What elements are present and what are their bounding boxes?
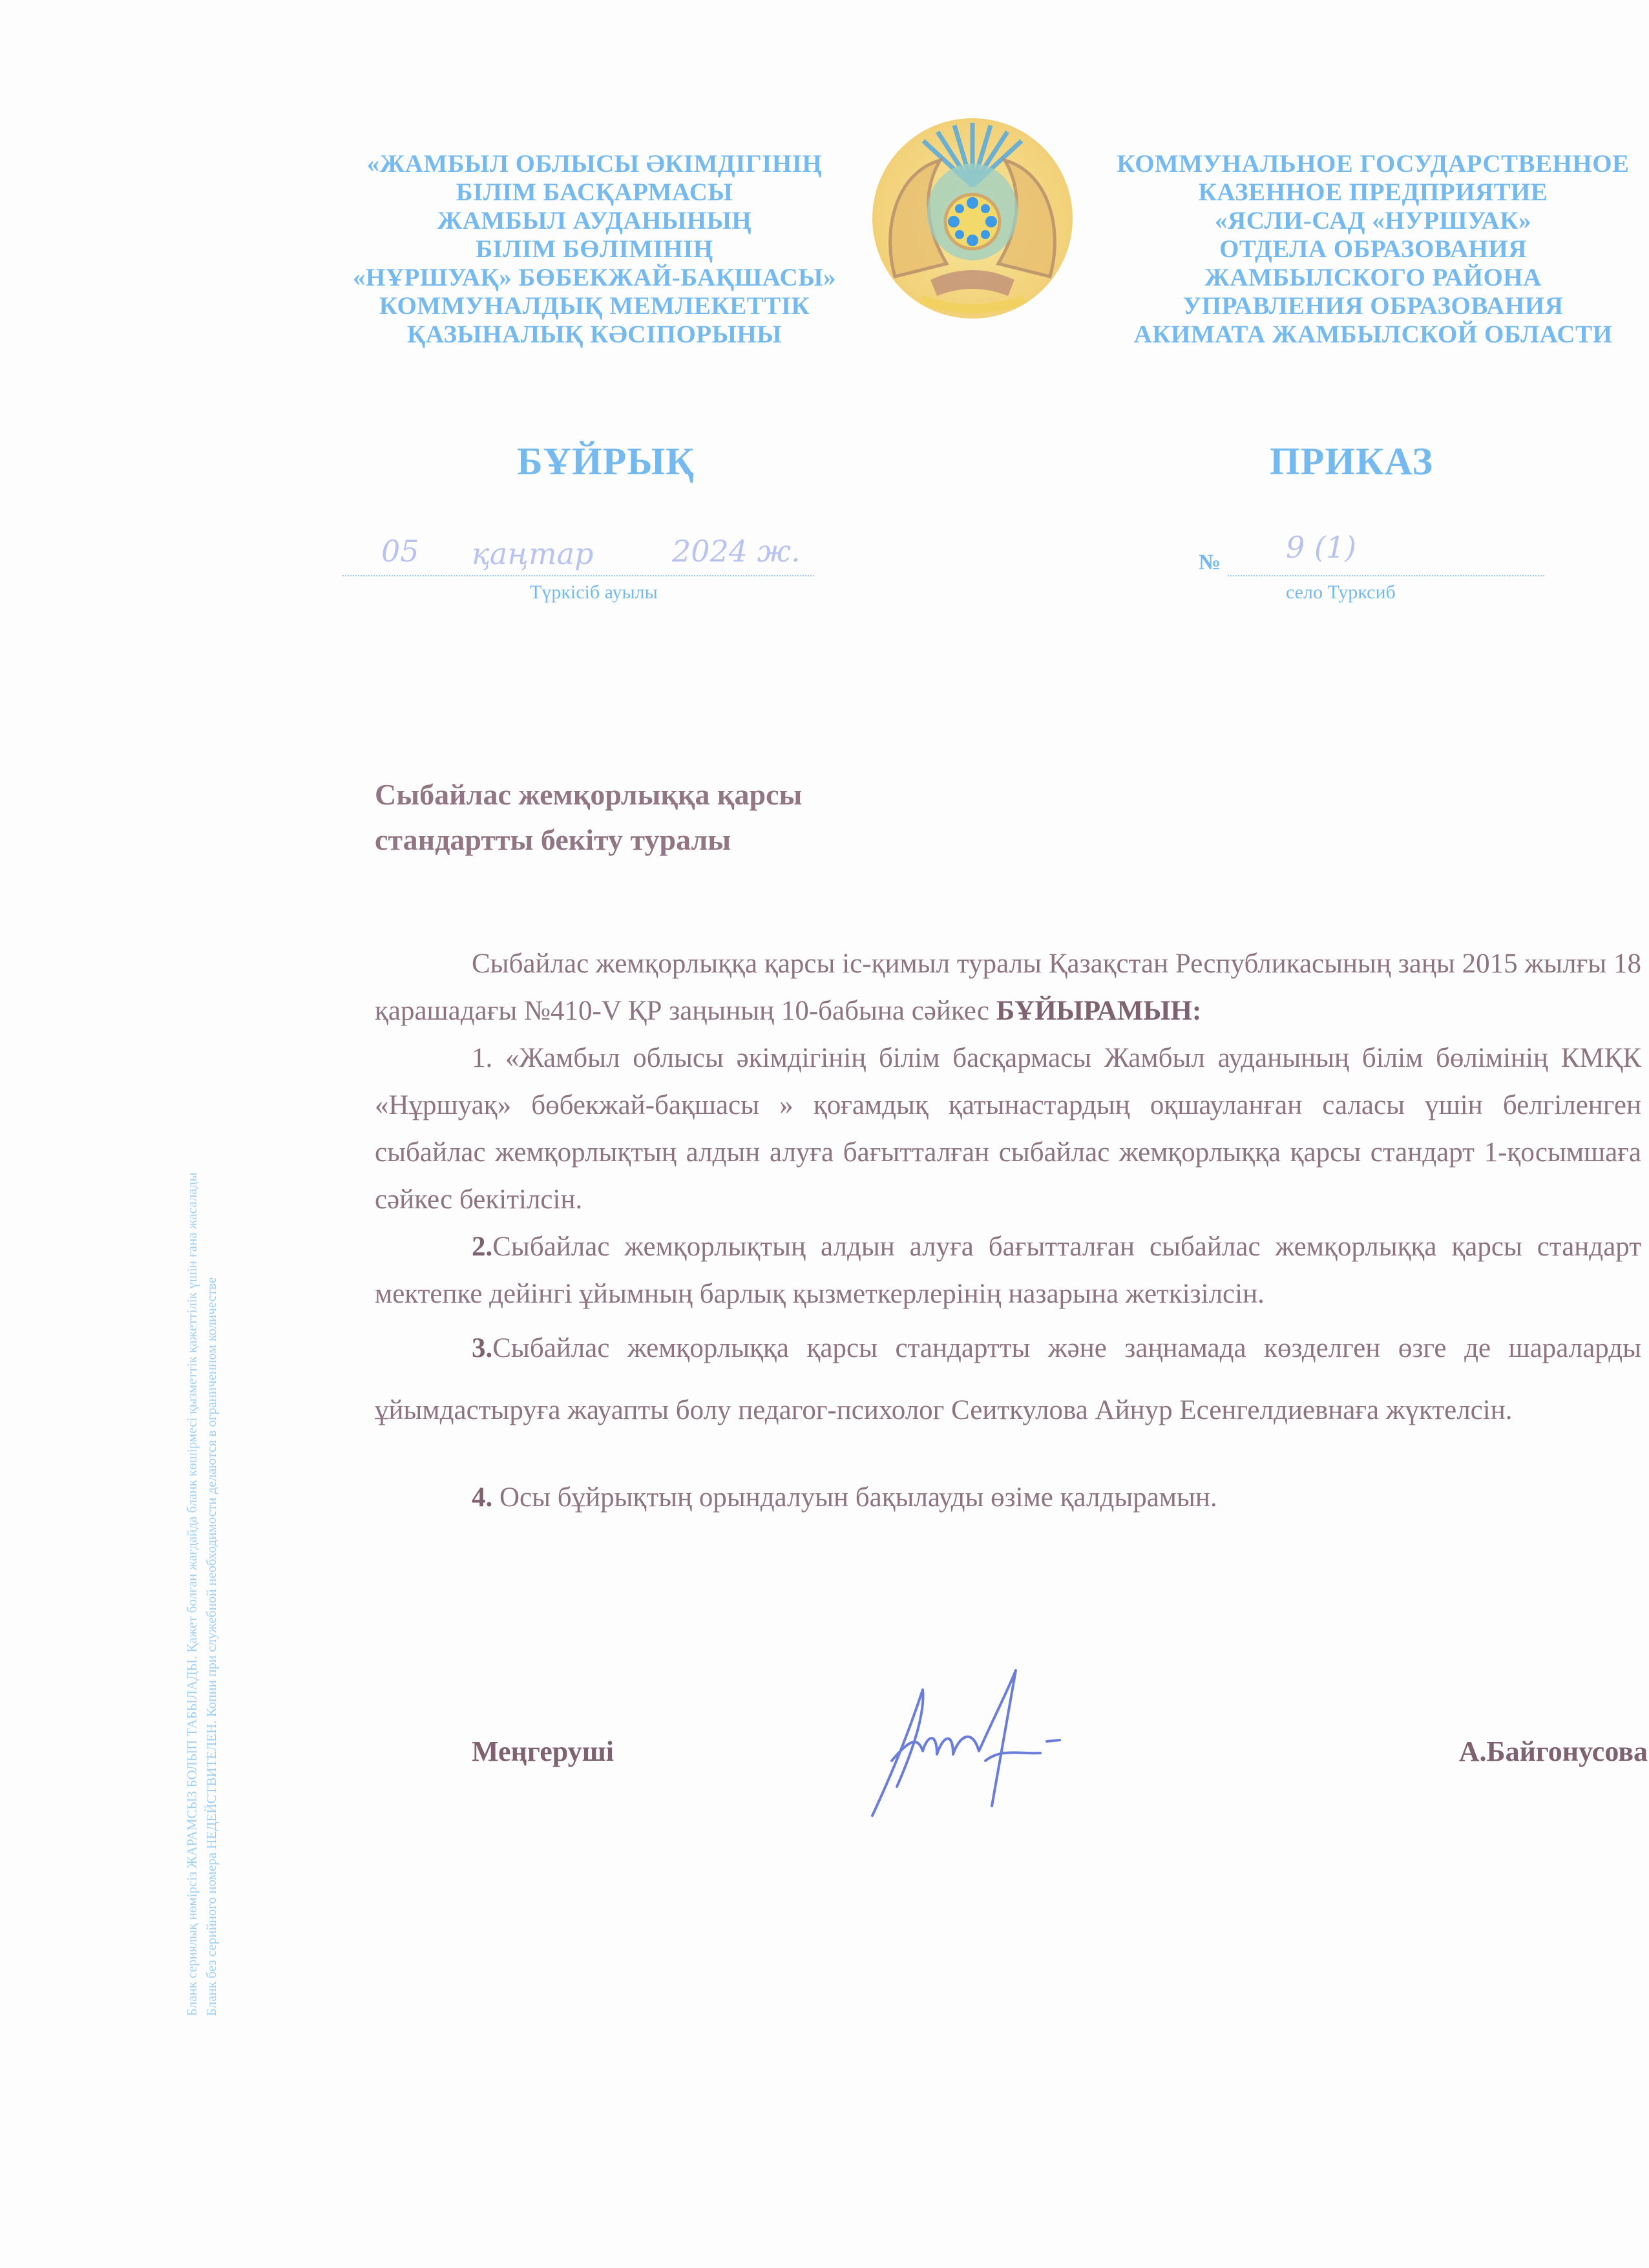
signatory-name: А.Байгонусова <box>1458 1736 1648 1767</box>
order-item <box>375 1034 1641 1223</box>
document-type-russian: ПРИКАЗ <box>1270 440 1434 483</box>
date-day: 05 <box>381 534 419 569</box>
letterhead-russian <box>1098 150 1648 349</box>
document-type-kazakh: БҰЙРЫҚ <box>517 440 695 483</box>
document-title <box>375 772 802 863</box>
order-item <box>375 1474 1641 1521</box>
item-number: 4. <box>472 1482 493 1513</box>
date-month: қаңтар <box>472 536 594 571</box>
letterhead-line: БІЛІМ БӨЛІМІНІҢ <box>476 235 713 263</box>
signature-block <box>472 1722 1648 1800</box>
letterhead-line: ЖАМБЫЛ АУДАНЫНЫҢ <box>437 207 752 235</box>
letterhead-line: БІЛІМ БАСҚАРМАСЫ <box>456 178 733 206</box>
title-line: Сыбайлас жемқорлыққа қарсы <box>375 778 803 811</box>
margin-note-line: Бланк сериялық нөмірсіз ЖАРАМСЫЗ БОЛЫП ТАБЫЛАДЫ. Қажет болған жағдайда бланк көшірмесі қызметтік қажеттілік үшін ғана жасалады <box>184 1172 200 2016</box>
letterhead-line: КОММУНАЛДЫҚ МЕМЛЕКЕТТІК <box>379 292 810 320</box>
title-line: стандартты бекіту туралы <box>375 823 731 856</box>
letterhead-line: «ЯСЛИ-САД «НУРШУАК» <box>1215 207 1531 235</box>
letterhead-kazakh <box>304 150 885 349</box>
order-number: 9 (1) <box>1286 530 1357 565</box>
letterhead-line: ЖАМБЫЛСКОГО РАЙОНА <box>1204 264 1542 291</box>
document-body <box>375 940 1641 1521</box>
order-item <box>375 1223 1641 1318</box>
item-text: «Жамбыл облысы әкімдігінің білім басқармасы Жамбыл ауданының білім бөлімінің КМҚК «Нұршуақ» бөбекжай-бақшасы » қоғамдық қатынастардың оқшауланған саласы үшін белгіленген сыбайлас жемқорлықтың алдын алуға бағытталған сыбайлас жемқорлыққа қарсы стандарт 1-қосымшаға сәйкес бекітілсін. <box>375 1043 1641 1215</box>
order-word: БҰЙЫРАМЫН: <box>996 996 1202 1026</box>
letterhead-line: «ЖАМБЫЛ ОБЛЫСЫ ӘКІМДІГІНІҢ <box>366 150 823 178</box>
place-russian: село Турксиб <box>1286 582 1396 603</box>
margin-security-note <box>182 659 227 2016</box>
place-kazakh: Түркісіб ауылы <box>530 582 658 603</box>
date-year: 2024 ж. <box>672 534 801 569</box>
letterhead-line: УПРАВЛЕНИЯ ОБРАЗОВАНИЯ <box>1182 292 1564 320</box>
letterhead-line: «НҰРШУАҚ» БӨБЕКЖАЙ-БАҚШАСЫ» <box>353 264 836 291</box>
order-item <box>375 1318 1641 1442</box>
letterhead-line: КОММУНАЛЬНОЕ ГОСУДАРСТВЕННОЕ <box>1117 150 1630 178</box>
state-emblem-icon <box>869 115 1076 322</box>
margin-note-line: Бланк без серийного номера НЕДЕЙСТВИТЕЛЕН. Копии при служебной необходимости делаются в ограниченном количестве <box>204 1277 219 2016</box>
date-field <box>342 530 814 576</box>
letterhead-line: КАЗЕННОЕ ПРЕДПРИЯТИЕ <box>1198 178 1548 206</box>
number-sign: № <box>1199 551 1221 574</box>
item-number: 3. <box>472 1333 493 1363</box>
number-field <box>1228 530 1544 576</box>
item-text: Осы бұйрықтың орындалуын бақылауды өзіме қалдырамын. <box>492 1482 1217 1513</box>
preamble-paragraph <box>375 940 1641 1034</box>
handwritten-signature-icon <box>846 1664 1066 1819</box>
letterhead-line: АКИМАТА ЖАМБЫЛСКОЙ ОБЛАСТИ <box>1133 320 1613 348</box>
letterhead-line: ОТДЕЛА ОБРАЗОВАНИЯ <box>1219 235 1527 263</box>
item-number: 2. <box>472 1232 493 1262</box>
item-text: Сыбайлас жемқорлыққа қарсы стандартты және заңнамада көзделген өзге де шараларды ұйымдастыруға жауапты болу педагог-психолог Сеиткулова Айнур Есенгелдиевнаға жүктелсін. <box>375 1333 1641 1425</box>
preamble-text: Сыбайлас жемқорлыққа қарсы іс-қимыл туралы Қазақстан Республикасының заңы 2015 жылғы 18 қарашадағы №410-V ҚР заңының 10-бабына сәйкес <box>375 949 1641 1026</box>
item-text: Сыбайлас жемқорлықтың алдын алуға бағытталған сыбайлас жемқорлыққа қарсы стандарт мектепке дейінгі ұйымның барлық қызметкерлерінің назарына жеткізілсін. <box>375 1232 1641 1309</box>
signatory-role: Меңгеруші <box>472 1736 614 1767</box>
letterhead-line: ҚАЗЫНАЛЫҚ КӘСІПОРЫНЫ <box>406 320 782 348</box>
item-number: 1. <box>472 1043 493 1073</box>
